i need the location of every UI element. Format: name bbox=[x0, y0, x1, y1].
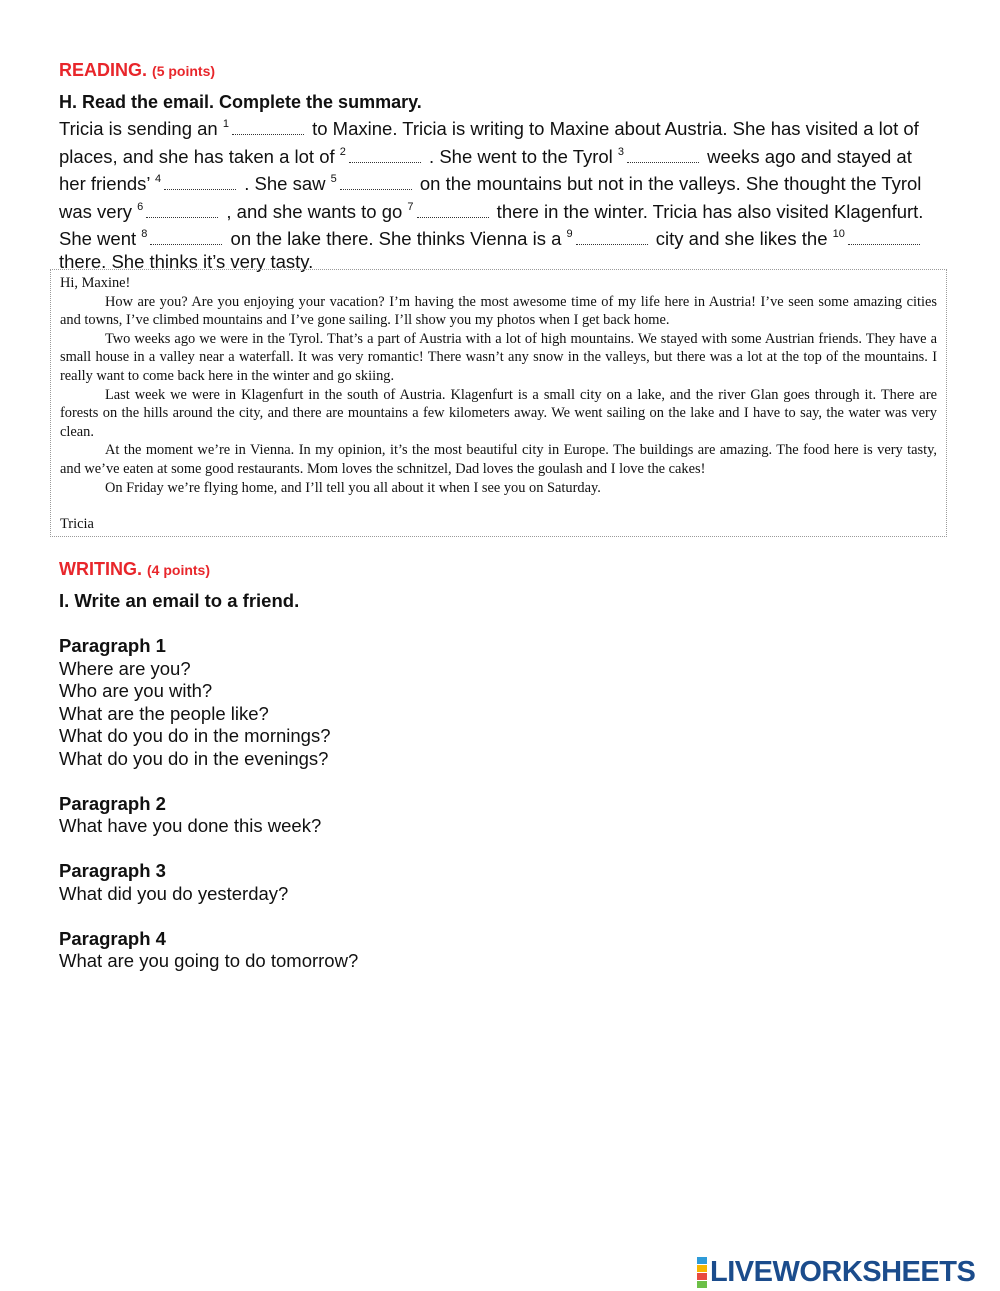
paragraph-heading: Paragraph 3 bbox=[59, 860, 166, 881]
answer-blank-2[interactable] bbox=[349, 150, 421, 163]
email-box bbox=[50, 269, 947, 537]
answer-blank-7[interactable] bbox=[417, 205, 489, 218]
blank-number: 3 bbox=[617, 145, 625, 158]
task-h-title: H. Read the email. Complete the summary. bbox=[59, 92, 422, 112]
summary-paragraph bbox=[59, 113, 939, 274]
logo-block bbox=[697, 1281, 707, 1288]
blank-number: 10 bbox=[832, 228, 845, 241]
summary-text: weeks ago and stayed at her friends’ bbox=[59, 145, 912, 195]
email-paragraph: At the moment we’re in Vienna. In my opinion, it’s the most beautiful city in Europe. The buildings are amazing. The food here is very tasty, and we’ve eaten at some good restaurants. Mom loves the schnitzel, Dad loves the goulash and I love the cakes! bbox=[60, 442, 937, 477]
writing-heading bbox=[59, 559, 210, 580]
prompt-question: What did you do yesterday? bbox=[59, 882, 289, 904]
paragraph-heading: Paragraph 1 bbox=[59, 635, 166, 656]
prompt-question: What are the people like? bbox=[59, 702, 269, 724]
summary-text: . She saw bbox=[239, 173, 331, 195]
paragraph-heading: Paragraph 2 bbox=[59, 792, 166, 814]
logo-block bbox=[697, 1265, 707, 1272]
answer-blank-10[interactable] bbox=[848, 232, 920, 245]
task-i-title: I. Write an email to a friend. bbox=[59, 590, 300, 611]
summary-text: city and she likes the bbox=[650, 228, 833, 250]
summary-text: on the lake there. She thinks Vienna is a bbox=[225, 228, 567, 250]
blank-number: 2 bbox=[339, 145, 346, 158]
logo-block bbox=[697, 1273, 707, 1280]
liveworksheets-logo bbox=[697, 1255, 975, 1289]
email-paragraph: On Friday we’re flying home, and I’ll tell you all about it when I see you on Saturday. bbox=[105, 479, 601, 496]
answer-blank-8[interactable] bbox=[150, 232, 222, 245]
summary-text: . She went to the Tyrol bbox=[423, 145, 618, 167]
summary-text: Tricia is sending an bbox=[59, 118, 223, 139]
blank-number: 8 bbox=[141, 228, 148, 241]
answer-blank-3[interactable] bbox=[627, 150, 699, 163]
email-paragraph: Two weeks ago we were in the Tyrol. That’s a part of Austria with a lot of high mountains. We stayed with some Austrian friends. They have a small house in a valley near a waterfall. It was very romantic! There wasn’t any snow in the valleys, but there was a lot at the top of the mountains. I really want to come back here in the winter and go skiing. bbox=[60, 330, 937, 384]
blank-number: 7 bbox=[407, 200, 414, 213]
blank-number: 5 bbox=[330, 173, 337, 186]
summary-text: there in the winter. Tricia has also visited Klagenfurt. She went bbox=[59, 200, 924, 250]
reading-points: (5 points) bbox=[152, 63, 216, 79]
blank-number: 4 bbox=[154, 173, 162, 186]
prompt-question: What do you do in the mornings? bbox=[59, 725, 331, 746]
writing-section bbox=[59, 590, 358, 973]
email-paragraph: Last week we were in Klagenfurt in the south of Austria. Klagenfurt is a small city on a lake, and the river Glan goes through it. There are forests on the hills around the city, and there are mountains a few kilometers away. We went sailing on the lake and I have to say, the water was very clean. bbox=[60, 386, 937, 440]
prompt-question: What do you do in the evenings? bbox=[59, 747, 329, 769]
blank-number: 6 bbox=[137, 200, 144, 213]
prompt-question: What have you done this week? bbox=[59, 815, 322, 836]
answer-blank-5[interactable] bbox=[340, 177, 412, 190]
answer-blank-9[interactable] bbox=[576, 232, 648, 245]
answer-blank-4[interactable] bbox=[164, 177, 236, 190]
summary-text: there. She thinks it’s very tasty. bbox=[59, 250, 314, 272]
writing-points: (4 points) bbox=[147, 562, 211, 578]
paragraph-heading: Paragraph 4 bbox=[59, 927, 166, 949]
prompt-question: Who are you with? bbox=[59, 680, 213, 701]
summary-text: , and she wants to go bbox=[221, 200, 408, 222]
reading-title: READING. bbox=[59, 60, 148, 80]
logo-blocks-icon bbox=[697, 1257, 707, 1288]
email-paragraph: How are you? Are you enjoying your vacation? I’m having the most awesome time of my life here in Austria! I’ve seen some amazing cities and towns, I’ve climbed mountains and I’ve gone sailing. I’ll show you my photos when I get back home. bbox=[60, 293, 937, 329]
blank-number: 1 bbox=[222, 118, 229, 130]
prompt-question: What are you going to do tomorrow? bbox=[59, 950, 359, 971]
blank-number: 9 bbox=[566, 228, 573, 241]
reading-heading bbox=[59, 60, 215, 81]
logo-text: LIVEWORKSHEETS bbox=[710, 1255, 976, 1288]
email-greeting: Hi, Maxine! bbox=[60, 275, 131, 291]
answer-blank-6[interactable] bbox=[146, 205, 218, 218]
email-signature: Tricia bbox=[60, 516, 94, 533]
logo-block bbox=[697, 1257, 707, 1264]
summary-text: on the mountains but not in the valleys. She thought the Tyrol was very bbox=[59, 173, 922, 222]
summary-text: to Maxine. Tricia is writing to Maxine about Austria. She has visited a lot of places, and she has taken a lot of bbox=[59, 118, 919, 167]
prompt-question: Where are you? bbox=[59, 657, 191, 679]
writing-title: WRITING. bbox=[59, 559, 142, 579]
answer-blank-1[interactable] bbox=[232, 122, 304, 135]
